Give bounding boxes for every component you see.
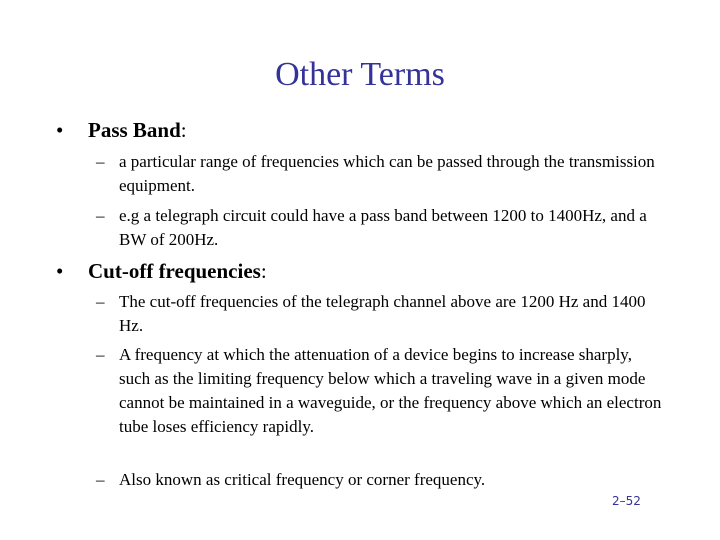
- subitem-cut-off-1: [96, 290, 666, 338]
- page-number: 2–52: [612, 494, 641, 508]
- subitem-pass-band-1: [96, 150, 666, 198]
- dash-marker: –: [96, 152, 105, 171]
- dash-marker: –: [96, 470, 105, 489]
- bullet-term: Cut-off frequencies: [88, 259, 261, 283]
- bullet-colon: :: [180, 118, 187, 142]
- subitem-text: a particular range of frequencies which can be passed through the transmission equipment.: [119, 152, 655, 195]
- subitem-text: Also known as critical frequency or corner frequency.: [119, 470, 486, 489]
- bullet-cut-off-frequencies: [56, 258, 267, 284]
- bullet-marker: •: [56, 118, 64, 142]
- bullet-pass-band: [56, 117, 187, 143]
- dash-marker: –: [96, 292, 105, 311]
- subitem-cut-off-3: [96, 468, 666, 492]
- subitem-cut-off-2: [96, 343, 666, 439]
- slide-title: Other Terms: [275, 56, 445, 93]
- subitem-text: A frequency at which the attenuation of a device begins to increase sharply, such as the limiting frequency below which a traveling wave in a given mode cannot be maintained in a waveguide, or the frequency above which an electron tube loses efficiency rapidly.: [119, 345, 662, 436]
- subitem-text: The cut-off frequencies of the telegraph channel above are 1200 Hz and 1400 Hz.: [119, 292, 646, 335]
- subitem-pass-band-2: [96, 204, 666, 252]
- bullet-marker: •: [56, 259, 64, 283]
- subitem-text: e.g a telegraph circuit could have a pass band between 1200 to 1400Hz, and a BW of 200Hz.: [119, 206, 647, 249]
- dash-marker: –: [96, 345, 105, 364]
- bullet-term: Pass Band: [88, 118, 181, 142]
- bullet-colon: :: [260, 259, 267, 283]
- dash-marker: –: [96, 206, 105, 225]
